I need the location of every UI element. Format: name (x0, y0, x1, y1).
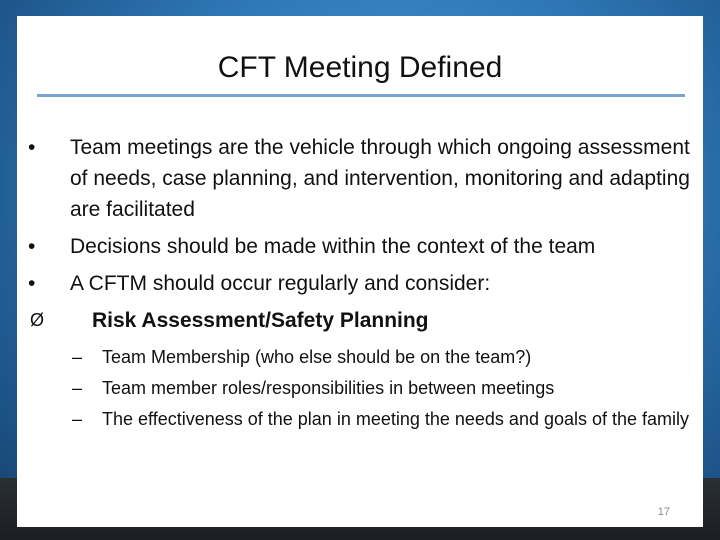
bullet-text: Decisions should be made within the context of the team (70, 235, 596, 258)
sub-bullet-item (28, 344, 698, 370)
bullet-text: A CFTM should occur regularly and consider: (70, 272, 491, 295)
arrow-bullet-icon: Ø (30, 310, 45, 330)
bullet-marker: • (28, 272, 36, 295)
sub-bullet-marker: – (72, 378, 83, 398)
slide-number: 17 (657, 506, 670, 518)
slide-title: CFT Meeting Defined (217, 51, 503, 84)
sub-bullet-marker: – (72, 347, 83, 367)
bullet-text: Risk Assessment/Safety Planning (92, 309, 429, 332)
slide-body (28, 132, 698, 432)
sub-bullet-text: Team Membership (who else should be on the team?) (102, 347, 532, 367)
title-divider (37, 94, 685, 97)
bullet-marker: • (28, 235, 36, 258)
sub-bullet-text: The effectiveness of the plan in meeting the needs and goals of the family (102, 409, 690, 429)
bullet-text: Team meetings are the vehicle through which ongoing assessment of needs, case planning, and intervention, monitoring and adapting are facilitated (70, 136, 690, 221)
bullet-item (28, 305, 698, 336)
sub-bullet-item (28, 375, 698, 401)
sub-bullet-item (28, 406, 698, 432)
bullet-marker: • (28, 136, 36, 159)
bullet-item (28, 132, 698, 225)
sub-bullet-marker: – (72, 409, 83, 429)
bullet-item (28, 268, 698, 299)
sub-bullet-text: Team member roles/responsibilities in between meetings (102, 378, 555, 398)
sub-bullet-list (28, 344, 698, 432)
bullet-item (28, 231, 698, 262)
